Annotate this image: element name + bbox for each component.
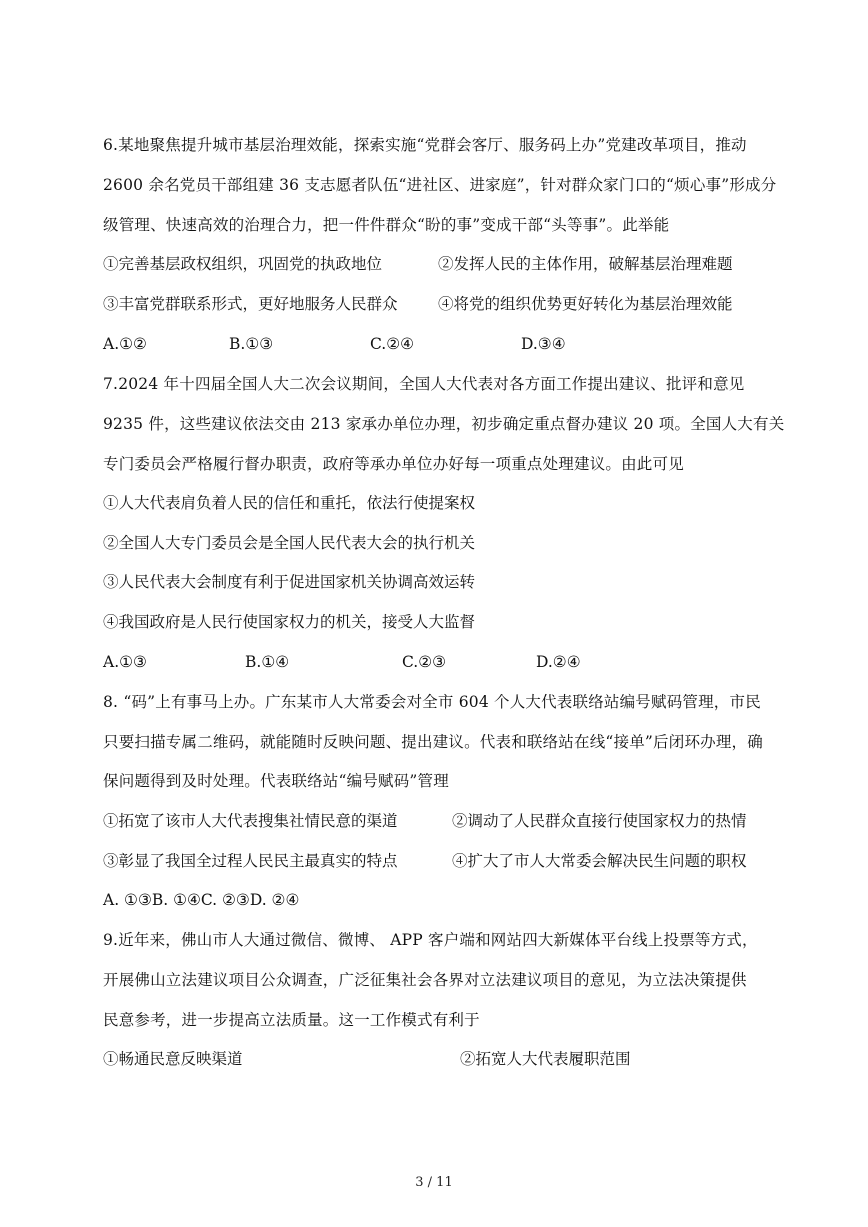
q6-stem-line-3: 级管理、快速高效的治理合力，把一件件群众“盼的事”变成干部“头等事”。此举能 (103, 216, 670, 234)
q7-choice-d: D.②④ (536, 653, 581, 671)
q6-choice-a: A.①② (103, 335, 147, 353)
q9-stem-line-2: 开展佛山立法建议项目公众调查，广泛征集社会各界对立法建议项目的意见，为立法决策提供 (103, 971, 747, 989)
q9-stem-line-1: 9.近年来，佛山市人大通过微信、微博、 APP 客户端和网站四大新媒体平台线上投票等方式， (103, 931, 758, 949)
q7-choice-c: C.②③ (402, 653, 447, 671)
q9-stem-line-3: 民意参考，进一步提高立法质量。这一工作模式有利于 (103, 1011, 480, 1029)
q7-statement-2: ②全国人大专门委员会是全国人民代表大会的执行机关 (103, 534, 476, 552)
q7-choice-a: A.①③ (103, 653, 147, 671)
q6-choice-b: B.①③ (229, 335, 274, 353)
q7-stem-line-3: 专门委员会严格履行督办职责，政府等承办单位办好每一项重点处理建议。由此可见 (103, 455, 684, 473)
q7-stem-line-2: 9235 件，这些建议依法交由 213 家承办单位办理，初步确定重点督办建议 20 项。全国人大有关 (103, 415, 785, 433)
q6-choice-c: C.②④ (370, 335, 415, 353)
q7-statement-4: ④我国政府是人民行使国家权力的机关，接受人大监督 (103, 613, 476, 631)
q9-statement-1: ①畅通民意反映渠道 (103, 1050, 243, 1068)
q8-stem-line-1: 8. “码”上有事马上办。广东某市人大常委会对全市 604 个人大代表联络站编号赋码管理，市民 (103, 693, 761, 711)
q7-statement-1: ①人大代表肩负着人民的信任和重托，依法行使提案权 (103, 494, 476, 512)
q6-choice-d: D.③④ (521, 335, 566, 353)
q8-statement-4: ④扩大了市人大常委会解决民生问题的职权 (452, 852, 747, 870)
q8-statement-2: ②调动了人民群众直接行使国家权力的热情 (452, 812, 747, 830)
q7-statement-3: ③人民代表大会制度有利于促进国家机关协调高效运转 (103, 573, 476, 591)
q9-statement-2: ②拓宽人大代表履职范围 (460, 1050, 631, 1068)
q6-statement-2: ②发挥人民的主体作用，破解基层治理难题 (438, 255, 733, 273)
q8-choices: A. ①③B. ①④C. ②③D. ②④ (103, 891, 300, 909)
page-number: 3 / 11 (415, 1175, 453, 1190)
q6-stem-line-1: 6.某地聚焦提升城市基层治理效能，探索实施“党群会客厅、服务码上办”党建改革项目，推动 (103, 136, 747, 154)
q6-statement-3: ③丰富党群联系形式，更好地服务人民群众 (103, 295, 398, 313)
q6-statement-1: ①完善基层政权组织，巩固党的执政地位 (103, 255, 383, 273)
q7-stem-line-1: 7.2024 年十四届全国人大二次会议期间，全国人大代表对各方面工作提出建议、批评和意见 (103, 375, 745, 393)
q8-stem-line-2: 只要扫描专属二维码，就能随时反映问题、提出建议。代表和联络站在线“接单”后闭环办理，确 (103, 733, 763, 751)
q8-statement-3: ③彰显了我国全过程人民民主最真实的特点 (103, 852, 398, 870)
q8-stem-line-3: 保问题得到及时处理。代表联络站“编号赋码”管理 (103, 772, 449, 790)
q6-stem-line-2: 2600 余名党员干部组建 36 支志愿者队伍“进社区、进家庭”，针对群众家门口的“烦心事”形成分 (103, 176, 777, 194)
q6-statement-4: ④将党的组织优势更好转化为基层治理效能 (438, 295, 733, 313)
q8-statement-1: ①拓宽了该市人大代表搜集社情民意的渠道 (103, 812, 398, 830)
q7-choice-b: B.①④ (245, 653, 290, 671)
